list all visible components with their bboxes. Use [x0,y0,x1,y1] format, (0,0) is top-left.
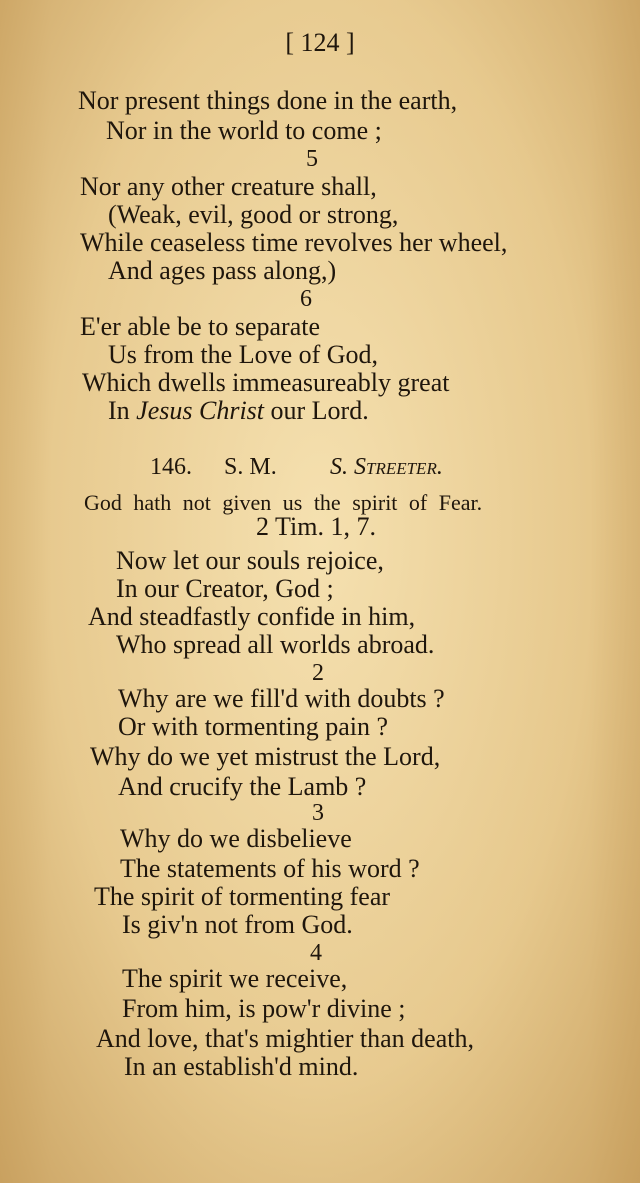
verse-line: Why do we yet mistrust the Lord, [90,742,441,771]
verse-line: Nor present things done in the earth, [78,86,458,115]
hymn-author: S. Streeter. [330,454,443,480]
verse-line: Us from the Love of God, [108,340,379,369]
verse-line: And crucify the Lamb ? [118,772,367,801]
verse-line: The statements of his word ? [120,854,420,883]
verse-line: In our Creator, God ; [116,574,334,603]
verse-line: Nor any other creature shall, [80,172,377,201]
verse-line: The spirit of tormenting fear [94,882,391,911]
verse-line: Why do we disbelieve [120,824,352,853]
hymn-number: 146. [150,454,192,480]
epigraph: God hath not given us the spirit of Fear. [84,490,483,515]
verse-line: In an establish'd mind. [124,1052,359,1081]
verse-line: The spirit we receive, [122,964,348,993]
scripture-reference: 2 Tim. 1, 7. [256,512,376,541]
verse-number: 2 [312,660,324,686]
text-segment: In [108,396,137,425]
italic-name: Jesus Christ [136,396,265,425]
verse-line: E'er able be to separate [80,312,320,341]
verse-line: And ages pass along,) [108,256,337,285]
verse-number: 3 [312,800,324,826]
verse-line: Is giv'n not from God. [122,910,353,939]
verse-line: Who spread all worlds abroad. [116,630,435,659]
verse-line: And love, that's mightier than death, [96,1024,474,1053]
text-segment: our Lord. [264,396,369,425]
verse-line: Nor in the world to come ; [106,116,382,145]
verse-line: (Weak, evil, good or strong, [108,200,399,229]
hymn-meter: S. M. [224,454,277,480]
page-number-header: [ 124 ] [285,28,355,57]
verse-line-final [108,396,369,426]
verse-number: 6 [300,286,312,312]
verse-line: And steadfastly confide in him, [88,602,416,631]
verse-line: Why are we fill'd with doubts ? [118,684,445,713]
verse-number: 4 [310,940,322,966]
verse-line: While ceaseless time revolves her wheel, [80,228,508,257]
verse-number: 5 [306,146,318,172]
verse-line: Now let our souls rejoice, [116,546,384,575]
verse-line: Which dwells immeasureably great [82,368,450,397]
verse-line: From him, is pow'r divine ; [122,994,406,1023]
verse-line: Or with tormenting pain ? [118,712,389,741]
